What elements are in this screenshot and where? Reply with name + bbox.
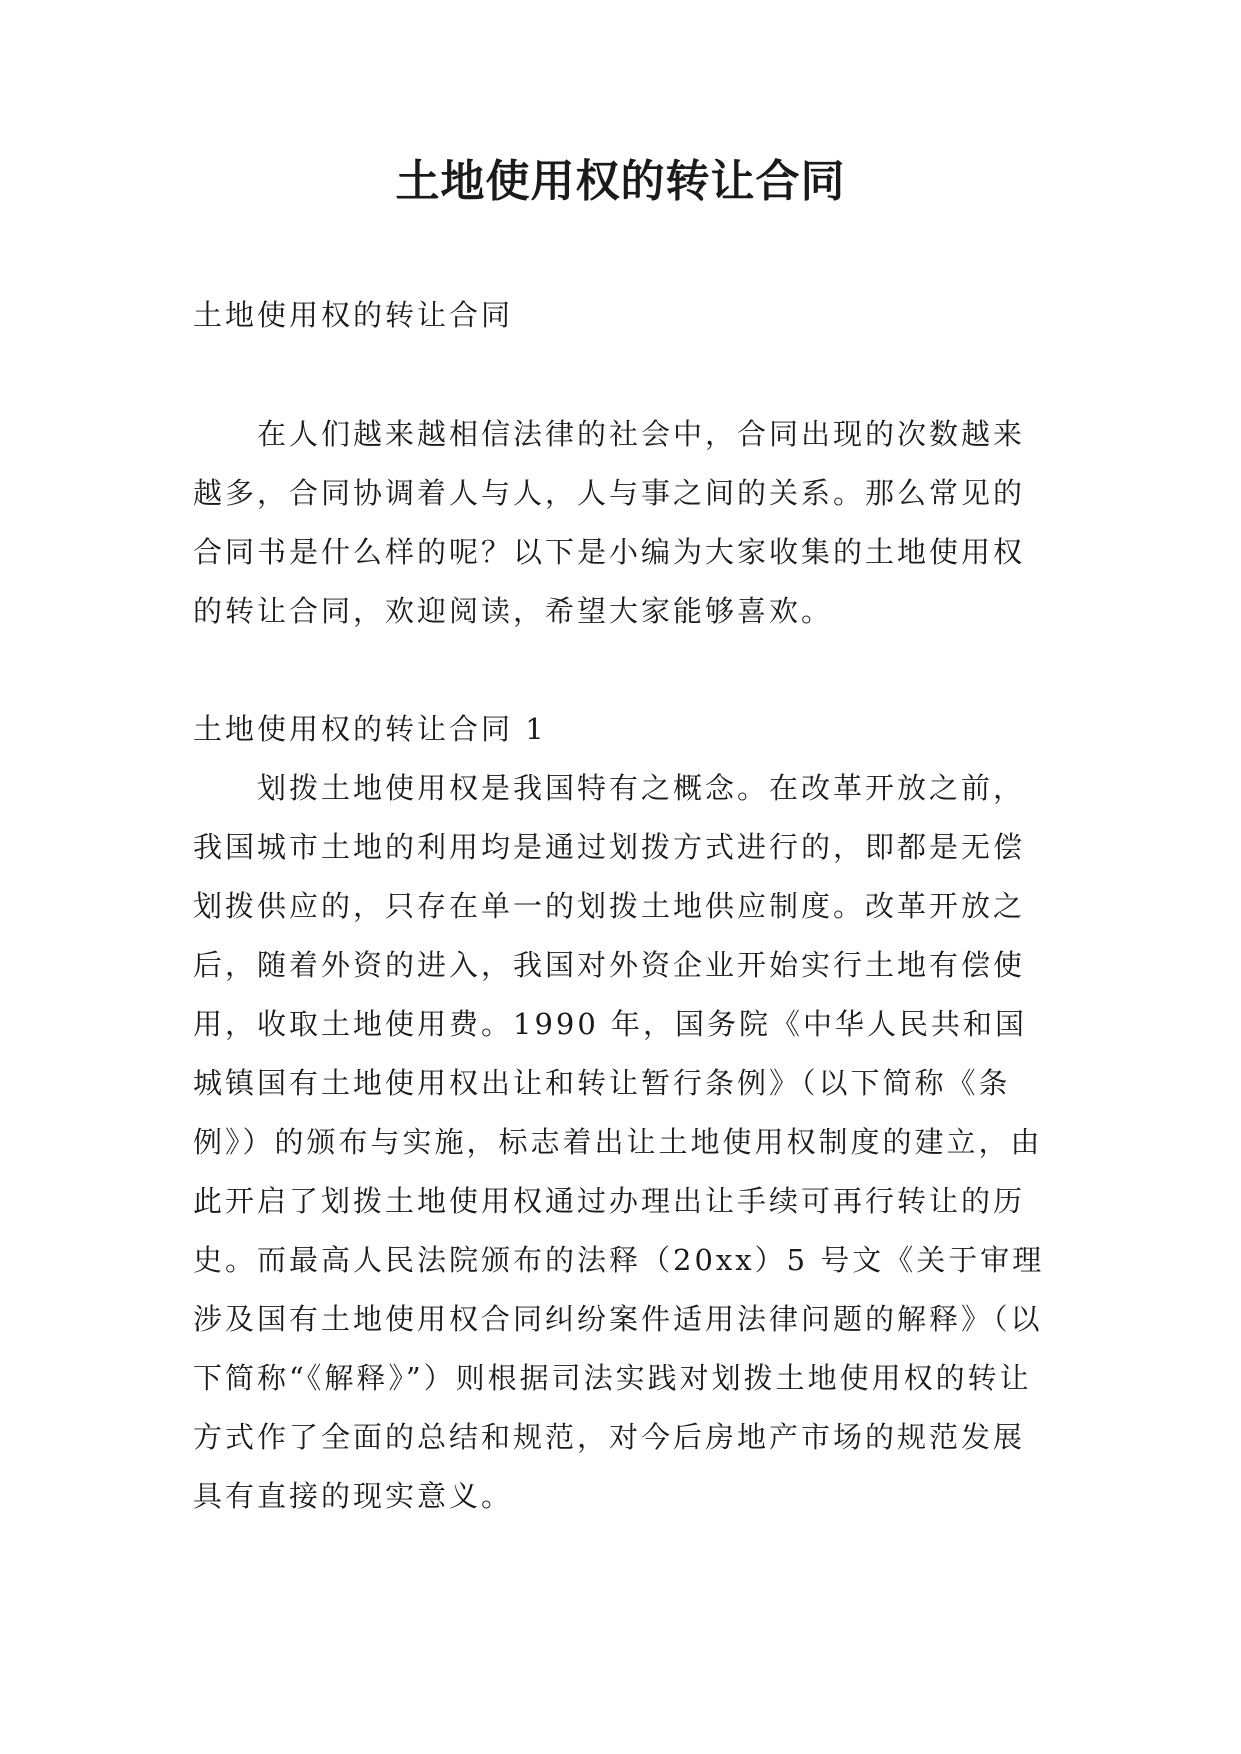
document-subtitle: 土地使用权的转让合同	[193, 298, 514, 332]
document-title: 土地使用权的转让合同	[395, 156, 846, 207]
intro-paragraph: 在人们越来越相信法律的社会中，合同出现的次数越来越多，合同协调着人与人，人与事之间的关系。那么常见的合同书是什么样的呢？以下是小编为大家收集的土地使用权的转让合同，欢迎阅读，希望大家能够喜欢。	[193, 417, 1026, 628]
section-heading: 土地使用权的转让合同 1	[193, 712, 547, 746]
section-paragraph: 划拨土地使用权是我国特有之概念。在改革开放之前，我国城市土地的利用均是通过划拨方式进行的，即都是无偿划拨供应的，只存在单一的划拨土地供应制度。改革开放之后，随着外资的进入，我国对外资企业开始实行土地有偿使用，收取土地使用费。1990 年，国务院《中华人民共和国城镇国有土地使用权出让和转让暂行条例》（以下简称《条例》）的颁布与实施，标志着出让土地使用权制度的建立，由此开启了划拨土地使用权通过办理出让手续可再行转让的历史。而最高人民法院颁布的法释（20xx）5 号文《关于审理涉及国有土地使用权合同纠纷案件适用法律问题的解释》（以下简称“《解释》”）则根据司法实践对划拨土地使用权的转让方式作了全面的总结和规范，对今后房地产市场的规范发展具有直接的现实意义。	[193, 771, 1045, 1513]
